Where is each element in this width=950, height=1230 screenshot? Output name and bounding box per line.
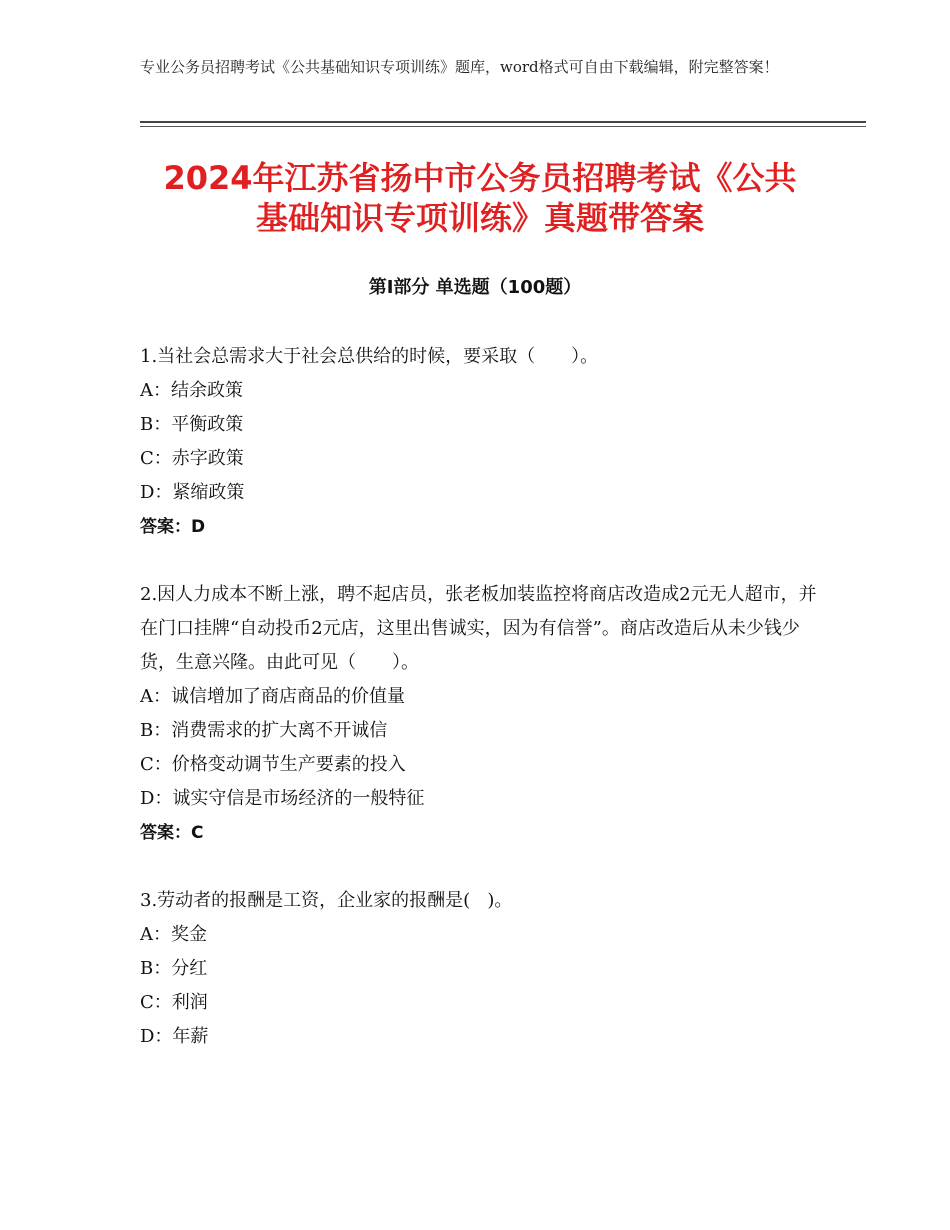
question-1 [140, 340, 820, 544]
question-stem: 3.劳动者的报酬是工资，企业家的报酬是( )。 [140, 890, 513, 911]
title-line-1: 2024年江苏省扬中市公务员招聘考试《公共 [163, 159, 797, 197]
document-page [140, 0, 866, 1230]
option-a: A：诚信增加了商店商品的价值量 [140, 686, 405, 707]
title-line-2: 基础知识专项训练》真题带答案 [255, 199, 704, 237]
option-c: C：价格变动调节生产要素的投入 [140, 754, 406, 775]
answer: 答案：C [140, 823, 204, 843]
option-c: C：利润 [140, 992, 208, 1013]
option-c: C：赤字政策 [140, 448, 244, 469]
document-title [130, 158, 830, 238]
question-3 [140, 884, 820, 1054]
header-rule-thin [140, 126, 866, 127]
option-d: D：年薪 [140, 1026, 209, 1047]
question-stem: 2.因人力成本不断上涨，聘不起店员，张老板加装监控将商店改造成2元无人超市，并在门口挂牌“自动投币2元店，这里出售诚实，因为有信誉”。商店改造后从未少钱少货，生意兴隆。由此可见（ ）。 [140, 584, 817, 673]
section-title: 第Ⅰ部分 单选题（100题） [368, 277, 582, 298]
question-stem: 1.当社会总需求大于社会总供给的时候，要采取（ ）。 [140, 346, 599, 367]
option-a: A：结余政策 [140, 380, 243, 401]
option-b: B：分红 [140, 958, 208, 979]
question-list [140, 340, 820, 1088]
header-rule-thick [140, 121, 866, 123]
option-d: D：诚实守信是市场经济的一般特征 [140, 788, 425, 809]
header-note: 专业公务员招聘考试《公共基础知识专项训练》题库，word格式可自由下载编辑，附完整答案！ [140, 58, 779, 76]
option-d: D：紧缩政策 [140, 482, 245, 503]
answer: 答案：D [140, 517, 206, 537]
option-b: B：消费需求的扩大离不开诚信 [140, 720, 388, 741]
option-b: B：平衡政策 [140, 414, 244, 435]
question-2 [140, 578, 820, 850]
option-a: A：奖金 [140, 924, 207, 945]
